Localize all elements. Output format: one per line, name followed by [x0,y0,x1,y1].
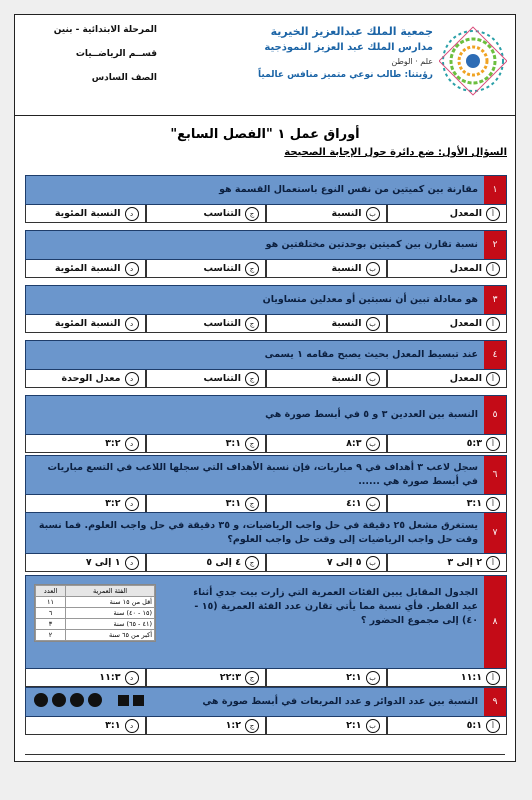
stage-label: المرحلة الابتدائية - بنين [53,25,157,35]
question-bar [25,175,507,205]
question-bar [25,687,507,717]
option-letter-icon: ب [366,207,380,221]
option-value: ٢٢:٣ [219,672,241,683]
answer-options [25,315,507,333]
option-letter-icon: د [125,437,139,451]
worksheet [14,14,516,762]
question-5 [25,395,507,453]
answer-options [25,554,507,572]
answer-option[interactable] [266,495,387,513]
option-value: ٢:١ [346,720,362,731]
question-9 [25,687,507,735]
option-letter-icon: أ [486,497,500,511]
question-number: ٣ [484,286,506,314]
option-letter-icon: ب [366,372,380,386]
option-letter-icon: د [125,497,139,511]
answer-option[interactable] [266,315,387,333]
option-letter-icon: د [125,262,139,276]
answer-option[interactable] [25,435,146,453]
grade-label: الصف السادس [91,73,157,83]
option-letter-icon: د [125,671,139,685]
option-letter-icon: ج [245,207,259,221]
instructions: السؤال الأول: ضع دائرة حول الإجابة الصحيحة [284,147,507,158]
option-value: ٥:١ [466,720,482,731]
question-text: مقارنة بين كميتين من نفس النوع باستعمال القسمة هو [219,184,478,196]
option-value: المعدل [449,373,482,384]
answer-option[interactable] [387,435,508,453]
option-value: النسبة المئوية [54,208,121,219]
table-header: العدد [36,586,66,597]
option-letter-icon: ب [366,719,380,733]
option-letter-icon: أ [486,207,500,221]
option-letter-icon: أ [486,372,500,386]
question-bar [25,395,507,435]
answer-option[interactable] [146,435,267,453]
option-letter-icon: ب [366,497,380,511]
circle-shape [52,693,66,707]
question-number: ٩ [484,688,506,716]
option-value: ١ إلى ٧ [85,557,121,568]
option-letter-icon: ب [366,262,380,276]
answer-options [25,205,507,223]
answer-option[interactable] [387,554,508,572]
answer-option[interactable] [25,315,146,333]
question-8 [25,575,507,687]
option-letter-icon: أ [486,317,500,331]
question-bar [25,455,507,495]
option-letter-icon: د [125,556,139,570]
question-2 [25,230,507,278]
answer-option[interactable] [146,315,267,333]
footer-divider [25,754,505,755]
answer-option[interactable] [146,717,267,735]
answer-options [25,717,507,735]
option-letter-icon: د [125,372,139,386]
answer-option[interactable] [387,717,508,735]
answer-option[interactable] [266,717,387,735]
option-value: ٢ إلى ٣ [447,557,482,568]
option-value: التناسب [203,318,241,329]
table-row [36,619,155,630]
table-row [36,597,155,608]
question-bar [25,285,507,315]
question-number: ٧ [484,513,506,553]
question-number: ١ [484,176,506,204]
age-groups-table [34,584,156,642]
answer-option[interactable] [266,260,387,278]
answer-option[interactable] [25,717,146,735]
question-4 [25,340,507,388]
vision: رؤيتنا: طالب نوعي متميز منافس عالمياً [258,70,433,80]
option-value: المعدل [449,263,482,274]
option-value: التناسب [203,263,241,274]
answer-option[interactable] [387,205,508,223]
table-cell: ٦ [36,608,66,619]
question-number: ٢ [484,231,506,259]
answer-option[interactable] [387,315,508,333]
option-letter-icon: د [125,719,139,733]
question-7 [25,512,507,572]
table-header: الفئة العمرية [66,586,155,597]
option-letter-icon: ج [245,372,259,386]
square-shape [133,695,144,706]
circle-shape [34,693,48,707]
question-bar [25,340,507,370]
option-value: ٨:٣ [346,438,362,449]
option-value: النسبة [331,208,362,219]
option-letter-icon: ج [245,262,259,276]
option-value: ٣:٢ [105,498,121,509]
circle-shape [88,693,102,707]
answer-option[interactable] [25,205,146,223]
school-logo-icon [439,23,507,101]
option-value: النسبة [331,263,362,274]
school-name: مدارس الملك عبد العزيز النموذجية [264,42,433,53]
answer-option[interactable] [25,370,146,388]
option-value: ٣:١ [225,438,241,449]
question-number: ٤ [484,341,506,369]
answer-option[interactable] [25,260,146,278]
option-value: النسبة [331,373,362,384]
option-letter-icon: أ [486,262,500,276]
question-bar [25,230,507,260]
question-number: ٨ [484,576,506,668]
question-text: عند تبسيط المعدل بحيث يصبح مقامه ١ يسمى [264,349,478,361]
option-value: التناسب [203,208,241,219]
header [15,15,515,116]
answer-option[interactable] [146,205,267,223]
answer-option[interactable] [266,554,387,572]
option-value: ١١:٣ [99,672,121,683]
answer-option[interactable] [387,370,508,388]
option-value: ٣:١ [466,498,482,509]
question-text: سجل لاعب ٣ أهداف في ٩ مباريات، فإن نسبة الأهداف التي سجلها اللاعب في التسع مباريات في أبسط صورة هي ...... [47,462,478,487]
answer-options [25,495,507,513]
question-text: النسبة بين العددين ٣ و ٥ في أبسط صورة هي [265,409,478,421]
question-6 [25,455,507,513]
class-info [27,25,157,97]
table-cell: ٣ [36,619,66,630]
answer-option[interactable] [146,370,267,388]
question-number: ٥ [484,396,506,434]
org-block [203,23,433,84]
option-letter-icon: أ [486,556,500,570]
option-value: معدل الوحدة [61,373,121,384]
table-cell: (١٥ - ٤٠) سنة [66,608,155,619]
option-value: ٤ إلى ٥ [206,557,241,568]
question-text: هو معادلة تبين أن نسبتين أو معدلين متساويان [262,294,478,306]
answer-option[interactable] [25,669,146,687]
option-value: ٣:١ [105,720,121,731]
question-text: النسبة بين عدد الدوائر و عدد المربعات في أبسط صورة هي [202,696,478,708]
option-letter-icon: د [125,207,139,221]
question-3 [25,285,507,333]
option-letter-icon: ج [245,437,259,451]
answer-options [25,260,507,278]
option-letter-icon: ب [366,437,380,451]
option-letter-icon: ب [366,671,380,685]
answer-option[interactable] [146,554,267,572]
table-cell: أقل من ١٥ سنة [66,597,155,608]
option-value: ٥ إلى ٧ [326,557,362,568]
option-value: المعدل [449,318,482,329]
circle-shape [70,693,84,707]
option-value: ٣:٢ [105,438,121,449]
question-bar [25,512,507,554]
question-text: يستغرق مشعل ٢٥ دقيقة في حل واجب الرياضيات، و ٣٥ دقيقة في حل واجب العلوم. فما نسبة وقت حل واجب الرياضيات إلى وقت حل واجب العلوم؟ [38,520,478,545]
option-letter-icon: أ [486,719,500,733]
answer-options [25,435,507,453]
option-letter-icon: ج [245,317,259,331]
option-value: ٢:١ [346,672,362,683]
tagline: علم · الوطن [391,57,433,66]
page-title: أوراق عمل ١ "الفصل السابع" [170,127,360,142]
square-shape [118,695,129,706]
table-row [36,630,155,641]
option-letter-icon: ج [245,671,259,685]
option-letter-icon: ب [366,317,380,331]
answer-option[interactable] [266,435,387,453]
answer-option[interactable] [266,205,387,223]
option-value: ٤:١ [346,498,362,509]
question-text: نسبة تقارن بين كميتين بوحدتين مختلفتين هو [265,239,478,251]
answer-option[interactable] [387,260,508,278]
option-letter-icon: أ [486,671,500,685]
answer-option[interactable] [25,554,146,572]
answer-option[interactable] [25,495,146,513]
table-cell: ١١ [36,597,66,608]
option-letter-icon: ج [245,497,259,511]
answer-option[interactable] [146,495,267,513]
table-cell: (٤١ - ٦٥) سنة [66,619,155,630]
question-number: ٦ [484,456,506,494]
org-name: جمعية الملك عبدالعزيز الخيرية [270,25,433,38]
question-1 [25,175,507,223]
answer-option[interactable] [266,370,387,388]
table-row [36,608,155,619]
option-value: ١١:١ [460,672,482,683]
option-value: ٥:٣ [466,438,482,449]
option-letter-icon: ج [245,719,259,733]
option-value: النسبة المئوية [54,318,121,329]
table-cell: ٢ [36,630,66,641]
answer-option[interactable] [387,495,508,513]
option-letter-icon: د [125,317,139,331]
answer-options [25,370,507,388]
question-text: الجدول المقابل يبين الفئات العمرية التي زارت بيت جدي أثناء عيد الفطر. فأي نسبة مما يأتي تقارن عدد الفئة العمرية (١٥ - ٤٠) إلى مجموع الحضور ؟ [193,587,478,626]
question-bar [25,575,507,669]
answer-option[interactable] [146,260,267,278]
option-value: المعدل [449,208,482,219]
shapes-figure [34,693,144,707]
option-value: التناسب [203,373,241,384]
department-label: قســم الرياضــيات [75,49,157,59]
option-letter-icon: ج [245,556,259,570]
option-value: ١:٢ [225,720,241,731]
option-value: ٣:١ [225,498,241,509]
option-value: النسبة [331,318,362,329]
option-letter-icon: أ [486,437,500,451]
table-cell: أكبر من ٦٥ سنة [66,630,155,641]
option-value: النسبة المئوية [54,263,121,274]
option-letter-icon: ب [366,556,380,570]
